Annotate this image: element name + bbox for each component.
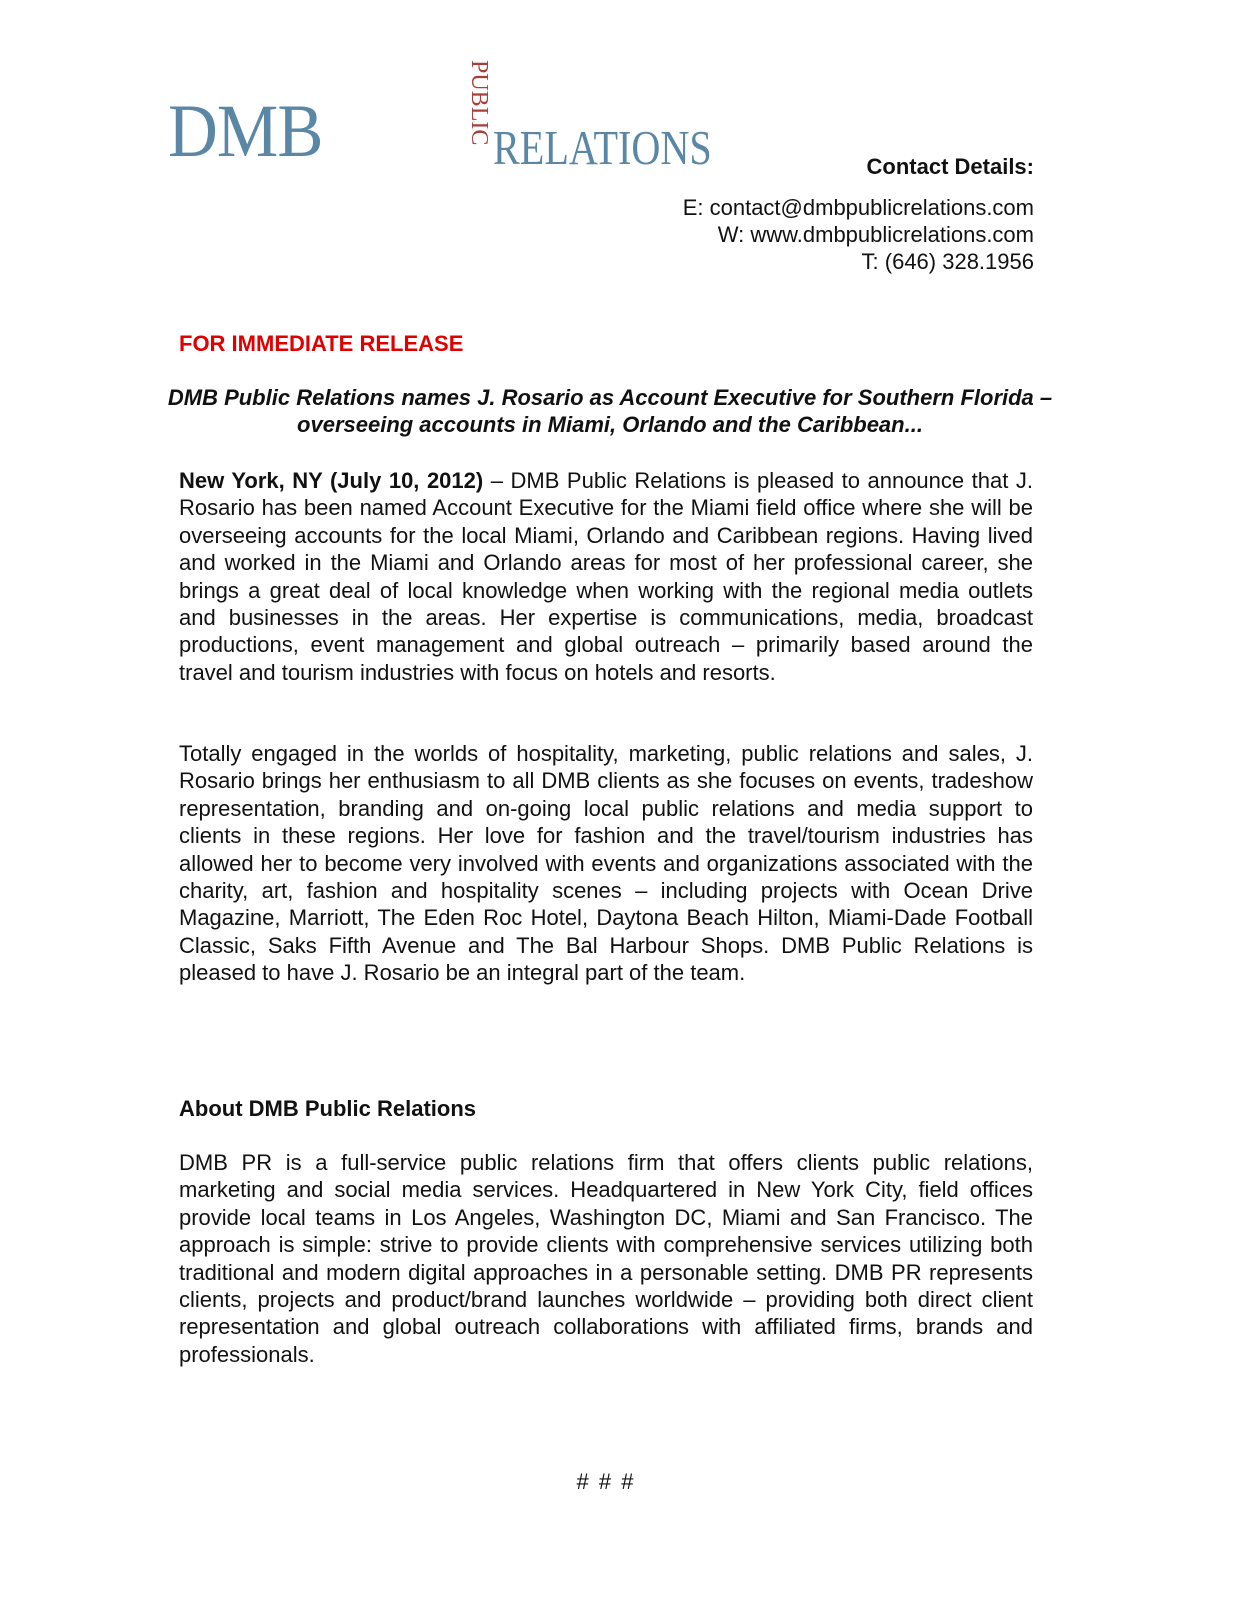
contact-details <box>683 153 1034 275</box>
release-label: FOR IMMEDIATE RELEASE <box>179 331 464 356</box>
contact-website: W: www.dmbpublicrelations.com <box>717 222 1034 247</box>
contact-title: Contact Details: <box>866 154 1034 179</box>
body-paragraph-1 <box>179 467 1033 686</box>
about-paragraph: DMB PR is a full-service public relations firm that offers clients public relations, marketing and social media services. Headquartered in New York City, field offices provide local teams in Los Angeles, Washington DC, Miami and San Francisco. The approach is simple: strive to provide clients with comprehensive services utilizing both traditional and modern digital approaches in a personable setting. DMB PR represents clients, projects and product/brand launches worldwide – providing both direct client representation and global outreach collaborations with affiliated firms, brands and professionals. <box>179 1150 1033 1367</box>
logo-public: PUBLIC <box>466 60 492 146</box>
paragraph-1-text: – DMB Public Relations is pleased to announce that J. Rosario has been named Account Executive for the Miami field office where she will be overseeing accounts for the local Miami, Orlando and Caribbean regions. Having lived and worked in the Miami and Orlando areas for most of her professional career, she brings a great deal of local knowledge when working with the regional media outlets and businesses in the areas. Her expertise is communications, media, broadcast productions, event management and global outreach – primarily based around the travel and tourism industries with focus on hotels and resorts. <box>179 468 1033 685</box>
logo-dmb: DMB <box>168 90 323 173</box>
body-paragraph-2: Totally engaged in the worlds of hospitality, marketing, public relations and sales, J. Rosario brings her enthusiasm to all DMB clients as she focuses on events, tradeshow representation, branding and on-going local public relations and media support to clients in these regions. Her love for fashion and the travel/tourism industries has allowed her to become very involved with events and organizations associated with the charity, art, fashion and hospitality scenes – including projects with Ocean Drive Magazine, Marriott, The Eden Roc Hotel, Daytona Beach Hilton, Miami-Dade Football Classic, Saks Fifth Avenue and The Bal Harbour Shops. DMB Public Relations is pleased to have J. Rosario be an integral part of the team. <box>179 741 1033 986</box>
end-mark: # # # <box>576 1469 636 1494</box>
company-logo <box>168 58 712 175</box>
logo-relations: RELATIONS <box>493 120 712 175</box>
dateline: New York, NY (July 10, 2012) <box>179 468 484 493</box>
press-headline: DMB Public Relations names J. Rosario as Account Executive for Southern Florida – overseeing accounts in Miami, Orlando and the Caribbean... <box>167 385 1053 437</box>
about-heading: About DMB Public Relations <box>179 1096 476 1121</box>
contact-email: E: contact@dmbpublicrelations.com <box>682 195 1034 220</box>
contact-phone: T: (646) 328.1956 <box>861 249 1034 274</box>
